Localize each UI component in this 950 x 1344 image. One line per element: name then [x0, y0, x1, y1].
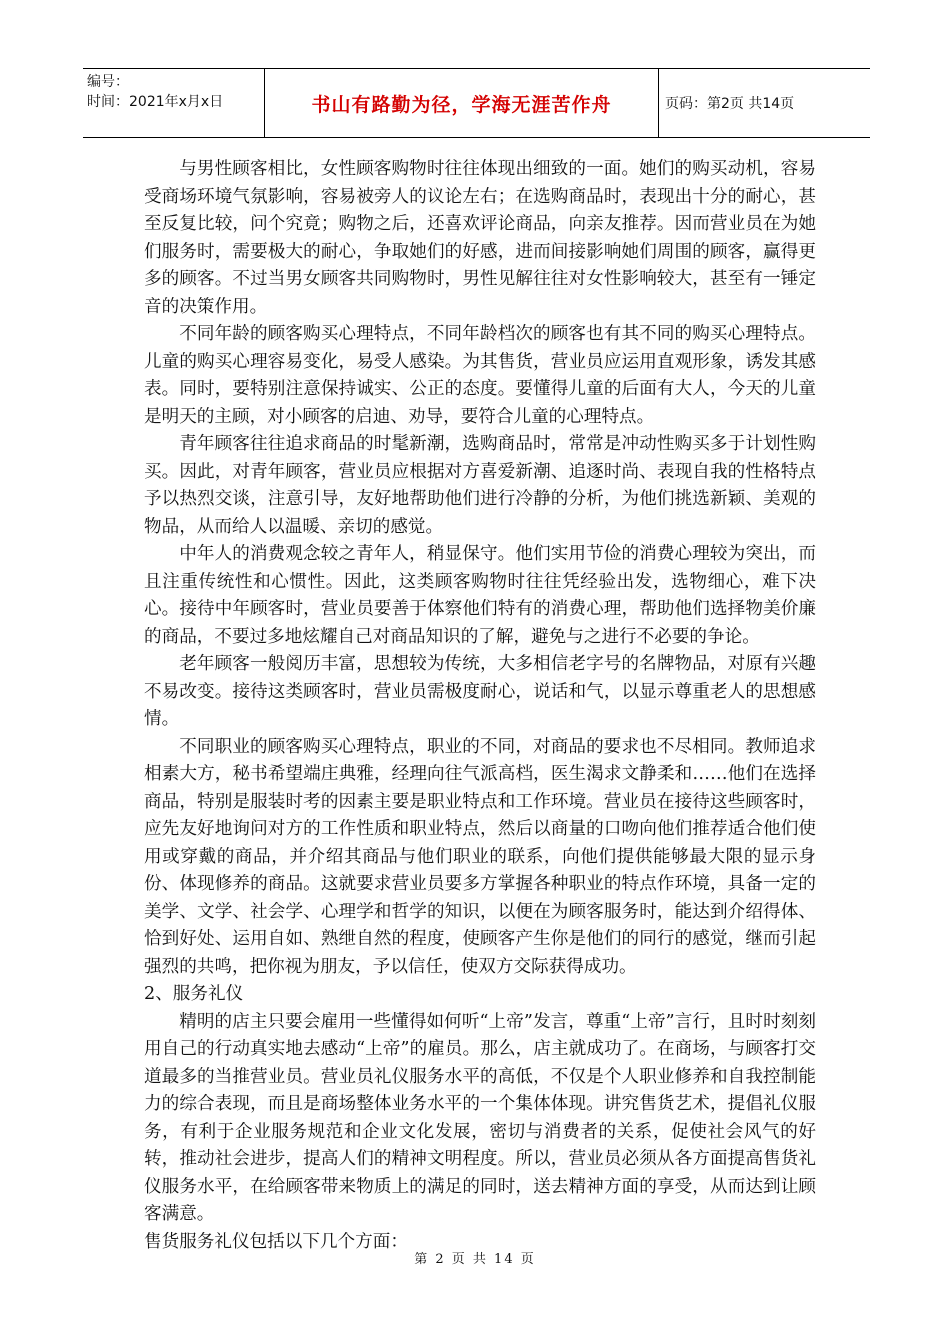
paragraph-middle-aged-customers: 中年人的消费观念较之青年人，稍显保守。他们实用节俭的消费心理较为突出，而且注重传统性和心惯性。因此，这类顾客购物时往往凭经验出发，选物细心，难下决心。接待中年顾客时，营业员要善于体察他们特有的消费心理，帮助他们选择物美价廉的商品，不要过多地炫耀自己对商品知识的了解，避免与之进行不必要的争论。	[144, 544, 816, 647]
paragraph-service-etiquette: 精明的店主只要会雇用一些懂得如何听“上帝”发言，尊重“上帝”言行，且时时刻刻用自己的行动真实地去感动“上帝”的雇员。那么，店主就成功了。在商场，与顾客打交道最多的当推营业员。营业员礼仪服务水平的高低，不仅是个人职业修养和自我控制能力的综合表现，而且是商场整体业务水平的一个集体体现。讲究售货艺术，提倡礼仪服务，有利于企业服务规范和企业文化发展，密切与消费者的关系，促使社会风气的好转，推动社会进步，提高人们的精神文明程度。所以，营业员必须从各方面提高售货礼仪服务水平，在给顾客带来物质上的满足的同时，送去精神方面的享受，从而达到让顾客满意。	[144, 1011, 816, 1224]
paragraph-female-customers: 与男性顾客相比，女性顾客购物时往往体现出细致的一面。她们的购买动机，容易受商场环境气氛影响，容易被旁人的议论左右；在选购商品时，表现出十分的耐心，甚至反复比较，问个究竟；购物之后，还喜欢评论商品，向亲友推荐。因而营业员在为她们服务时，需要极大的耐心，争取她们的好感，进而间接影响她们周围的顾客，赢得更多的顾客。不过当男女顾客共同购物时，男性见解往往对女性影响较大，甚至有一锤定音的决策作用。	[144, 159, 816, 317]
closing-line: 售货服务礼仪包括以下几个方面：	[144, 1231, 408, 1252]
header-motto: 书山有路勤为径，学海无涯苦作舟	[311, 93, 612, 116]
section-heading: 2、服务礼仪	[144, 984, 244, 1004]
document-number-label: 编号：	[87, 74, 129, 90]
paragraph-youth-customers: 青年顾客往往追求商品的时髦新潮，选购商品时，常常是冲动性购买多于计划性购买。因此，对青年顾客，营业员应根据对方喜爱新潮、追逐时尚、表现自我的性格特点予以热烈交谈，注意引导，友好地帮助他们进行冷静的分析，为他们挑选新颖、美观的物品，从而给人以温暖、亲切的感觉。	[144, 434, 816, 537]
header-meta	[83, 69, 265, 137]
page-header	[83, 68, 870, 138]
document-time: 时间：2021年x月x日	[87, 94, 224, 110]
header-motto-cell	[265, 69, 659, 137]
page-footer: 第 2 页 共 14 页	[414, 1252, 536, 1267]
document-body	[144, 156, 816, 1256]
header-page-info: 页码：第2页 共14页	[665, 96, 795, 112]
paragraph-age-groups: 不同年龄的顾客购买心理特点，不同年龄档次的顾客也有其不同的购买心理特点。儿童的购买心理容易变化，易受人感染。为其售货，营业员应运用直观形象，诱发其感表。同时，要特别注意保持诚实、公正的态度。要懂得儿童的后面有大人，今天的儿童是明天的主顾，对小顾客的启迪、劝导，要符合儿童的心理特点。	[144, 324, 816, 427]
paragraph-occupation-customers: 不同职业的顾客购买心理特点，职业的不同，对商品的要求也不尽相同。教师追求相素大方，秘书希望端庄典雅，经理向往气派高档，医生渴求文静柔和……他们在选择商品，特别是服装时考的因素主要是职业特点和工作环境。营业员在接待这些顾客时，应先友好地询问对方的工作性质和职业特点，然后以商量的口吻向他们推荐适合他们使用或穿戴的商品，并介绍其商品与他们职业的联系，向他们提供能够最大限的显示身份、体现修养的商品。这就要求营业员要多方掌握各种职业的特点作环境，具备一定的美学、文学、社会学、心理学和哲学的知识，以便在为顾客服务时，能达到介绍得体、恰到好处、运用自如、熟绁自然的程度，使顾客产生你是他们的同行的感觉，继而引起强烈的共鸣，把你视为朋友，予以信任，使双方交际获得成功。	[144, 736, 816, 977]
header-page-info-cell	[659, 69, 870, 137]
paragraph-elderly-customers: 老年顾客一般阅历丰富，思想较为传统，大多相信老字号的名牌物品，对原有兴趣不易改变。接待这类顾客时，营业员需极度耐心，说话和气，以显示尊重老人的思想感情。	[144, 654, 816, 729]
